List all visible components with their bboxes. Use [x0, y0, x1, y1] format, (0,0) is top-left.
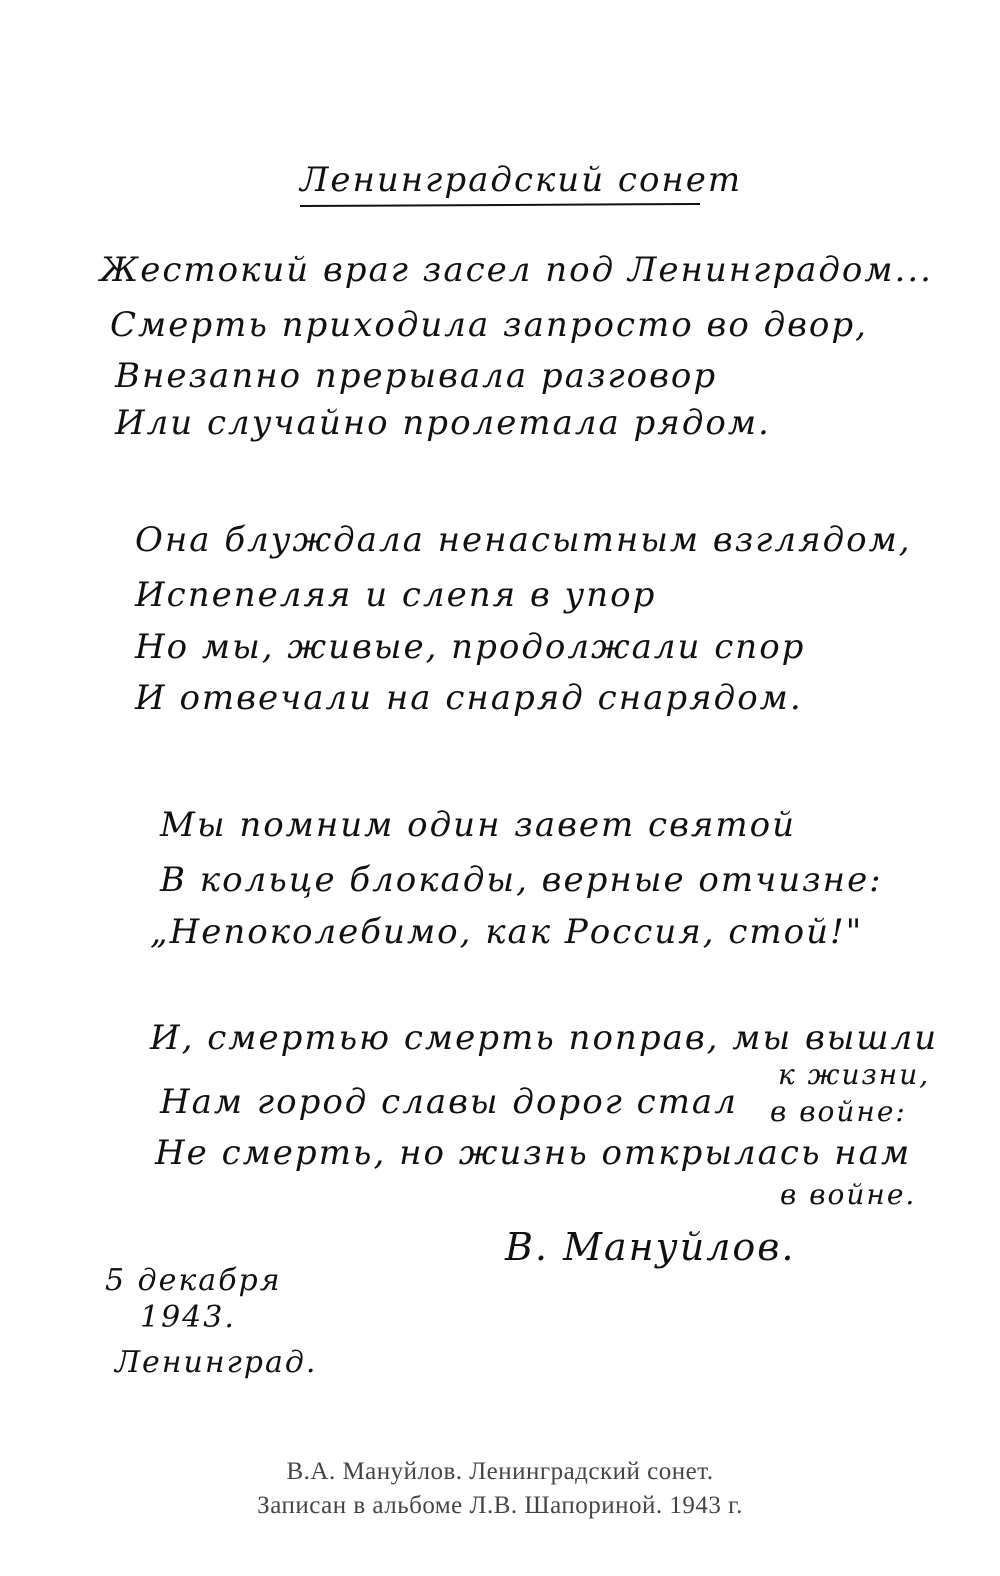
- date-day-month: 5 декабря: [105, 1263, 282, 1298]
- signature: В. Мануйлов.: [505, 1225, 796, 1269]
- stanza-1-line-1: Жестокий враг засел под Ленинградом...: [100, 250, 933, 290]
- stanza-3-line-2: В кольце блокады, верные отчизне:: [160, 860, 883, 900]
- stanza-1-line-3: Внезапно прерывала разговор: [115, 356, 718, 396]
- stanza-2-line-2: Испепеляя и слепя в упор: [135, 575, 657, 615]
- stanza-4-line-3: Не смерть, но жизнь открылась нам: [155, 1133, 912, 1173]
- insert-in-war-1: в войне:: [770, 1095, 907, 1128]
- stanza-4-line-1: И, смертью смерть поправ, мы вышли: [150, 1018, 939, 1058]
- title-underline: [300, 203, 700, 207]
- stanza-2-line-4: И отвечали на снаряд снарядом.: [135, 678, 803, 718]
- insert-to-life: к жизни,: [778, 1058, 931, 1091]
- date-year: 1943.: [140, 1300, 236, 1335]
- stanza-1-line-2: Смерть приходила запросто во двор,: [110, 305, 868, 345]
- stanza-4-line-2: Нам город славы дорог стал: [160, 1082, 738, 1122]
- stanza-2-line-3: Но мы, живые, продолжали спор: [135, 627, 806, 667]
- date-place: Ленинград.: [115, 1345, 318, 1380]
- stanza-2-line-1: Она блуждала ненасытным взглядом,: [135, 520, 912, 560]
- sonnet-title: Ленинградский сонет: [300, 160, 743, 200]
- caption-line-2: Записан в альбоме Л.В. Шапориной. 1943 г.: [257, 1492, 743, 1519]
- stanza-1-line-4: Или случайно пролетала рядом.: [115, 403, 771, 443]
- caption-line-1: В.А. Мануйлов. Ленинградский сонет.: [286, 1458, 714, 1485]
- insert-in-war-2: в войне.: [780, 1178, 917, 1211]
- stanza-3-line-1: Мы помним один завет святой: [160, 805, 797, 845]
- stanza-3-line-3: „Непоколебимо, как Россия, стой!": [150, 912, 864, 952]
